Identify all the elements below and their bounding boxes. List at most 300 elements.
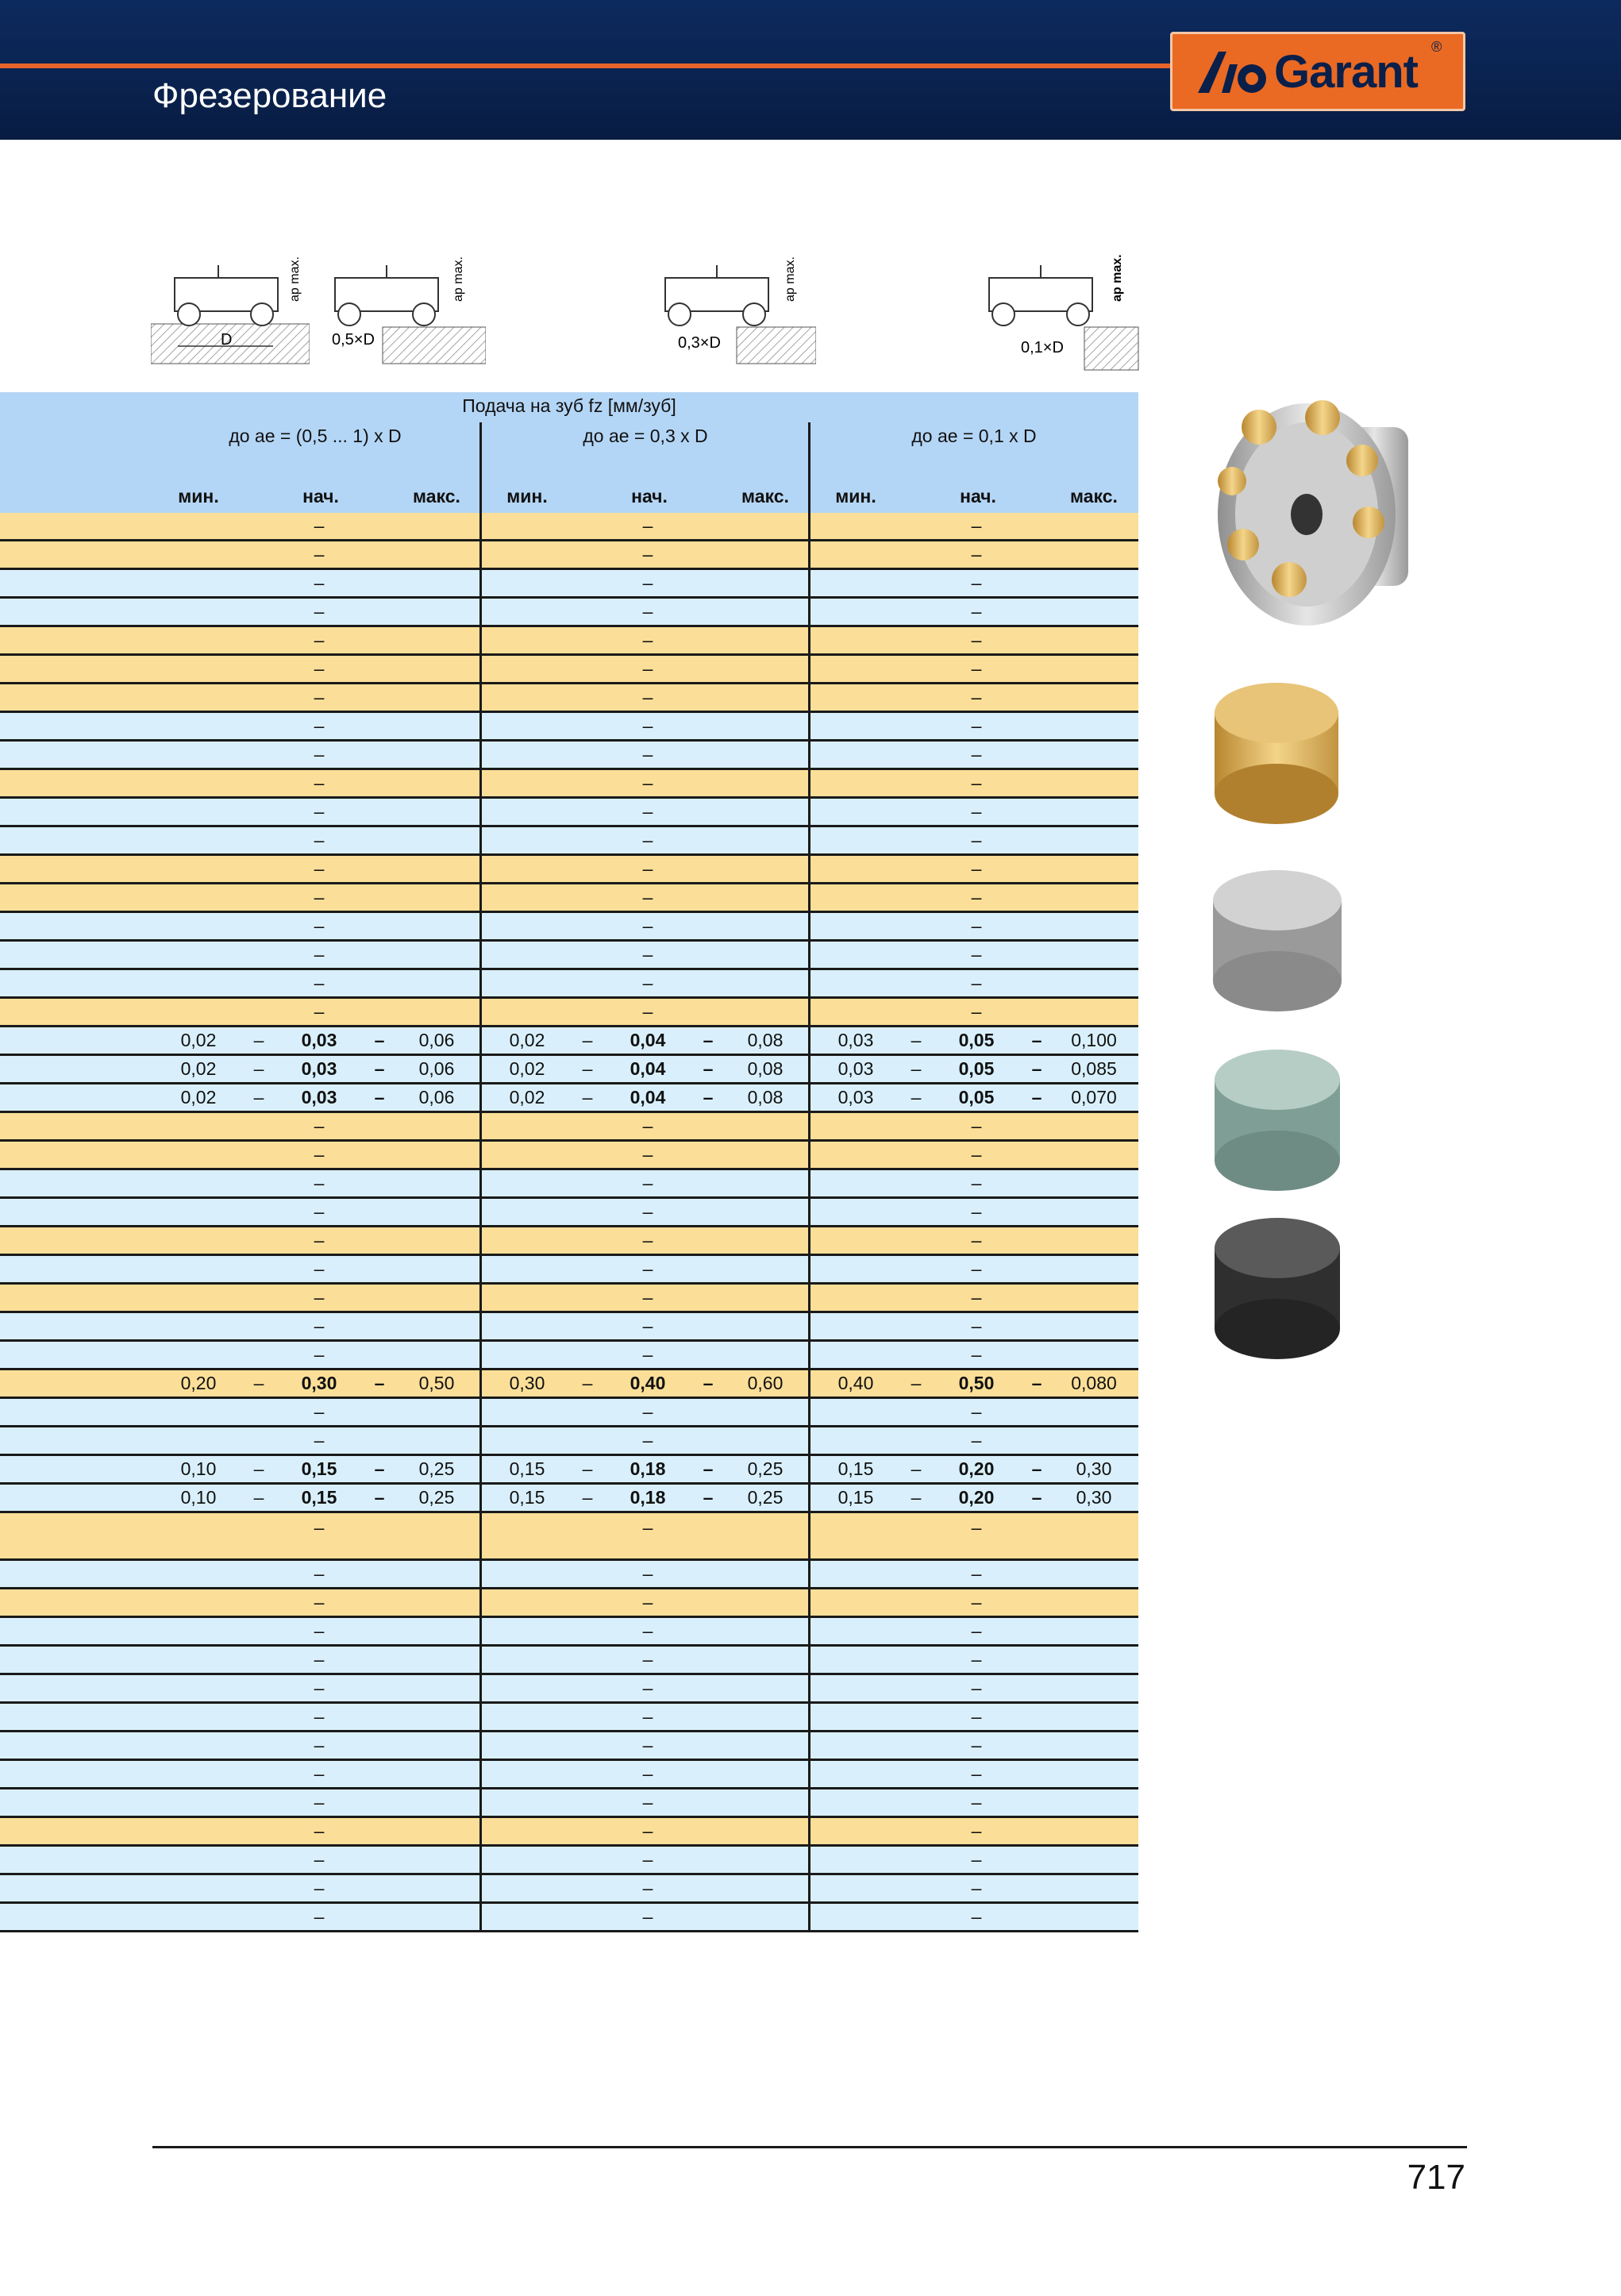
empty-value-dash: – [971, 1401, 982, 1422]
empty-value-dash: – [642, 1678, 653, 1698]
insert-dark-coated-image [1211, 1215, 1343, 1362]
empty-value-dash: – [971, 1287, 982, 1308]
table-row [0, 799, 1138, 827]
group-header-1: до ae = (0,5 ... 1) x D [229, 426, 402, 446]
max-value: 0,30 [1076, 1487, 1112, 1508]
table-row [0, 513, 1138, 541]
max-value: 0,25 [418, 1458, 455, 1479]
svg-text:D: D [221, 331, 233, 349]
start-value: 0,20 [958, 1487, 995, 1508]
logo-text: Garant [1274, 46, 1418, 98]
empty-value-dash: – [314, 572, 325, 593]
table-row [0, 1618, 1138, 1647]
empty-value-dash: – [642, 1906, 653, 1927]
empty-value-dash: – [971, 658, 982, 679]
empty-value-dash: – [314, 944, 325, 965]
empty-value-dash: – [642, 572, 653, 593]
max-value: 0,06 [418, 1087, 455, 1108]
table-row [0, 856, 1138, 884]
table-row [0, 1399, 1138, 1427]
table-row [0, 742, 1138, 770]
empty-value-dash: – [971, 1678, 982, 1698]
empty-value-dash: – [971, 687, 982, 707]
max-value: 0,08 [747, 1087, 784, 1108]
table-row [0, 627, 1138, 656]
empty-value-dash: – [642, 1316, 653, 1336]
empty-value-dash: – [971, 944, 982, 965]
empty-value-dash: – [971, 1906, 982, 1927]
empty-value-dash: – [971, 1144, 982, 1165]
table-row [0, 770, 1138, 799]
range-dash: – [253, 1373, 264, 1393]
empty-value-dash: – [314, 1878, 325, 1898]
empty-value-dash: – [642, 630, 653, 650]
table-row [0, 599, 1138, 627]
range-dash: – [911, 1087, 922, 1108]
empty-value-dash: – [642, 1230, 653, 1250]
start-value: 0,20 [958, 1458, 995, 1479]
table-row [0, 999, 1138, 1027]
empty-value-dash: – [642, 1878, 653, 1898]
max-value: 0,06 [418, 1030, 455, 1050]
range-dash: – [374, 1373, 385, 1393]
svg-text:ap max.: ap max. [452, 256, 465, 302]
empty-value-dash: – [314, 1563, 325, 1584]
empty-value-dash: – [971, 1620, 982, 1641]
svg-text:0,5×D: 0,5×D [332, 331, 375, 349]
logo-registered-mark: ® [1431, 39, 1442, 55]
range-dash: – [582, 1458, 593, 1479]
milling-diagram-full-width [151, 238, 310, 365]
start-value: 0,04 [630, 1030, 666, 1050]
min-value: 0,02 [509, 1030, 545, 1050]
page-number: 717 [1407, 2158, 1465, 2197]
empty-value-dash: – [314, 658, 325, 679]
empty-value-dash: – [314, 1820, 325, 1841]
table-row [0, 1589, 1138, 1618]
table-row [0, 970, 1138, 999]
range-dash: – [703, 1030, 714, 1050]
table-row [0, 1647, 1138, 1675]
empty-value-dash: – [642, 973, 653, 993]
empty-value-dash: – [971, 1430, 982, 1450]
range-dash: – [703, 1087, 714, 1108]
subheader-max: макс. [413, 486, 460, 507]
empty-value-dash: – [314, 515, 325, 536]
svg-text:ap max.: ap max. [784, 256, 797, 302]
subheader-start: нач. [631, 486, 668, 507]
empty-value-dash: – [314, 1430, 325, 1450]
start-value: 0,03 [301, 1087, 337, 1108]
empty-value-dash: – [971, 630, 982, 650]
table-row [0, 1170, 1138, 1199]
empty-value-dash: – [642, 687, 653, 707]
svg-text:0,1×D: 0,1×D [1021, 339, 1064, 356]
max-value: 0,100 [1071, 1030, 1117, 1050]
empty-value-dash: – [314, 1230, 325, 1250]
min-value: 0,02 [180, 1030, 217, 1050]
table-row [0, 541, 1138, 570]
empty-value-dash: – [314, 1001, 325, 1022]
range-dash: – [582, 1058, 593, 1079]
empty-value-dash: – [971, 915, 982, 936]
range-dash: – [582, 1030, 593, 1050]
svg-text:0,3×D: 0,3×D [678, 334, 721, 352]
milling-diagram-half-width [327, 238, 486, 365]
column-separator [479, 422, 482, 1932]
empty-value-dash: – [971, 515, 982, 536]
table-row [0, 1313, 1138, 1342]
empty-value-dash: – [971, 1001, 982, 1022]
empty-value-dash: – [971, 973, 982, 993]
table-row [0, 656, 1138, 684]
garant-emblem-icon [1195, 48, 1271, 96]
empty-value-dash: – [971, 744, 982, 765]
min-value: 0,03 [837, 1058, 874, 1079]
range-dash: – [374, 1087, 385, 1108]
insert-gold-coated-image [1211, 680, 1342, 827]
table-row [0, 1342, 1138, 1370]
empty-value-dash: – [314, 1115, 325, 1136]
empty-value-dash: – [971, 1792, 982, 1813]
empty-value-dash: – [642, 801, 653, 822]
table-row [0, 1761, 1138, 1789]
max-value: 0,08 [747, 1030, 784, 1050]
empty-value-dash: – [642, 515, 653, 536]
range-dash: – [911, 1030, 922, 1050]
max-value: 0,60 [747, 1373, 784, 1393]
start-value: 0,30 [301, 1373, 337, 1393]
range-dash: – [374, 1058, 385, 1079]
min-value: 0,10 [180, 1458, 217, 1479]
start-value: 0,15 [301, 1487, 337, 1508]
range-dash: – [1031, 1087, 1042, 1108]
range-dash: – [253, 1487, 264, 1508]
range-dash: – [582, 1487, 593, 1508]
empty-value-dash: – [971, 1706, 982, 1727]
empty-value-dash: – [314, 1144, 325, 1165]
min-value: 0,10 [180, 1487, 217, 1508]
empty-value-dash: – [642, 544, 653, 564]
range-dash: – [703, 1058, 714, 1079]
start-value: 0,18 [630, 1487, 666, 1508]
empty-value-dash: – [642, 1735, 653, 1755]
range-dash: – [374, 1030, 385, 1050]
empty-value-dash: – [314, 1344, 325, 1365]
table-row [0, 1513, 1138, 1561]
min-value: 0,20 [180, 1373, 217, 1393]
empty-value-dash: – [642, 1344, 653, 1365]
min-value: 0,15 [837, 1458, 874, 1479]
subheader-max: макс. [741, 486, 789, 507]
start-value: 0,03 [301, 1030, 337, 1050]
empty-value-dash: – [314, 1592, 325, 1612]
empty-value-dash: – [971, 801, 982, 822]
table-row [0, 913, 1138, 942]
empty-value-dash: – [642, 715, 653, 736]
table-row [0, 1789, 1138, 1818]
empty-value-dash: – [642, 915, 653, 936]
subheader-min: мин. [506, 486, 548, 507]
empty-value-dash: – [642, 1706, 653, 1727]
table-row [0, 1370, 1138, 1399]
max-value: 0,25 [418, 1487, 455, 1508]
table-row [0, 884, 1138, 913]
milling-diagram-third-width [657, 238, 816, 365]
empty-value-dash: – [642, 1401, 653, 1422]
milling-diagram-tenth-width [981, 238, 1140, 373]
empty-value-dash: – [314, 1173, 325, 1193]
max-value: 0,30 [1076, 1458, 1112, 1479]
table-row [0, 1084, 1138, 1113]
max-value: 0,25 [747, 1458, 784, 1479]
table-row [0, 1027, 1138, 1056]
table-row [0, 684, 1138, 713]
start-value: 0,03 [301, 1058, 337, 1079]
empty-value-dash: – [971, 1258, 982, 1279]
range-dash: – [911, 1487, 922, 1508]
empty-value-dash: – [971, 1344, 982, 1365]
empty-value-dash: – [642, 1173, 653, 1193]
range-dash: – [703, 1487, 714, 1508]
empty-value-dash: – [971, 1592, 982, 1612]
subheader-start: нач. [960, 486, 996, 507]
empty-value-dash: – [642, 1115, 653, 1136]
table-row [0, 1675, 1138, 1704]
range-dash: – [911, 1373, 922, 1393]
empty-value-dash: – [314, 1287, 325, 1308]
subheader-max: макс. [1070, 486, 1118, 507]
start-value: 0,18 [630, 1458, 666, 1479]
empty-value-dash: – [971, 830, 982, 850]
empty-value-dash: – [314, 1258, 325, 1279]
range-dash: – [253, 1030, 264, 1050]
empty-value-dash: – [642, 1763, 653, 1784]
min-value: 0,02 [180, 1087, 217, 1108]
start-value: 0,04 [630, 1058, 666, 1079]
empty-value-dash: – [314, 687, 325, 707]
empty-value-dash: – [314, 915, 325, 936]
empty-value-dash: – [314, 1201, 325, 1222]
empty-value-dash: – [314, 715, 325, 736]
empty-value-dash: – [642, 601, 653, 622]
range-dash: – [703, 1373, 714, 1393]
range-dash: – [253, 1458, 264, 1479]
min-value: 0,30 [509, 1373, 545, 1393]
start-value: 0,15 [301, 1458, 337, 1479]
empty-value-dash: – [314, 1906, 325, 1927]
range-dash: – [582, 1087, 593, 1108]
empty-value-dash: – [314, 973, 325, 993]
empty-value-dash: – [314, 830, 325, 850]
table-title: Подача на зуб fz [мм/зуб] [462, 395, 676, 416]
table-row [0, 1485, 1138, 1513]
min-value: 0,02 [509, 1058, 545, 1079]
start-value: 0,05 [958, 1030, 995, 1050]
empty-value-dash: – [642, 1563, 653, 1584]
table-row [0, 1199, 1138, 1227]
max-value: 0,25 [747, 1487, 784, 1508]
range-dash: – [582, 1373, 593, 1393]
start-value: 0,50 [958, 1373, 995, 1393]
subheader-min: мин. [178, 486, 219, 507]
empty-value-dash: – [314, 1678, 325, 1698]
table-row [0, 827, 1138, 856]
empty-value-dash: – [642, 1201, 653, 1222]
start-value: 0,05 [958, 1087, 995, 1108]
empty-value-dash: – [314, 1706, 325, 1727]
min-value: 0,03 [837, 1030, 874, 1050]
empty-value-dash: – [314, 1649, 325, 1670]
range-dash: – [374, 1487, 385, 1508]
range-dash: – [1031, 1030, 1042, 1050]
empty-value-dash: – [642, 744, 653, 765]
table-row [0, 1904, 1138, 1932]
face-mill-cutter-image [1213, 395, 1427, 634]
range-dash: – [1031, 1058, 1042, 1079]
table-row [0, 1847, 1138, 1875]
empty-value-dash: – [642, 1258, 653, 1279]
table-row [0, 1113, 1138, 1142]
range-dash: – [1031, 1458, 1042, 1479]
empty-value-dash: – [971, 1849, 982, 1870]
empty-value-dash: – [642, 772, 653, 793]
table-row [0, 1227, 1138, 1256]
page-title: Фрезерование [152, 76, 387, 115]
empty-value-dash: – [314, 1620, 325, 1641]
empty-value-dash: – [642, 1592, 653, 1612]
range-dash: – [911, 1458, 922, 1479]
insert-green-coated-image [1211, 1046, 1343, 1194]
empty-value-dash: – [314, 1401, 325, 1422]
table-row [0, 1704, 1138, 1732]
empty-value-dash: – [971, 1649, 982, 1670]
empty-value-dash: – [642, 944, 653, 965]
svg-text:ap max.: ap max. [1111, 254, 1124, 302]
table-row [0, 1256, 1138, 1285]
empty-value-dash: – [971, 1173, 982, 1193]
subheader-min: мин. [835, 486, 876, 507]
max-value: 0,085 [1071, 1058, 1117, 1079]
range-dash: – [703, 1458, 714, 1479]
empty-value-dash: – [642, 830, 653, 850]
empty-value-dash: – [642, 1620, 653, 1641]
table-row [0, 1456, 1138, 1485]
range-dash: – [374, 1458, 385, 1479]
empty-value-dash: – [971, 1316, 982, 1336]
garant-logo [1170, 32, 1465, 111]
feed-table-header [0, 392, 1138, 513]
empty-value-dash: – [314, 1735, 325, 1755]
table-row [0, 1285, 1138, 1313]
min-value: 0,15 [509, 1487, 545, 1508]
empty-value-dash: – [314, 744, 325, 765]
table-row [0, 1427, 1138, 1456]
table-row [0, 1561, 1138, 1589]
empty-value-dash: – [971, 858, 982, 879]
table-row [0, 1732, 1138, 1761]
max-value: 0,08 [747, 1058, 784, 1079]
min-value: 0,03 [837, 1087, 874, 1108]
empty-value-dash: – [314, 772, 325, 793]
empty-value-dash: – [314, 887, 325, 907]
max-value: 0,080 [1071, 1373, 1117, 1393]
empty-value-dash: – [642, 1849, 653, 1870]
empty-value-dash: – [971, 544, 982, 564]
subheader-start: нач. [302, 486, 339, 507]
start-value: 0,04 [630, 1087, 666, 1108]
empty-value-dash: – [642, 1649, 653, 1670]
range-dash: – [253, 1058, 264, 1079]
start-value: 0,40 [630, 1373, 666, 1393]
empty-value-dash: – [971, 887, 982, 907]
min-value: 0,40 [837, 1373, 874, 1393]
empty-value-dash: – [314, 544, 325, 564]
empty-value-dash: – [971, 572, 982, 593]
empty-value-dash: – [642, 887, 653, 907]
table-row [0, 713, 1138, 742]
start-value: 0,05 [958, 1058, 995, 1079]
empty-value-dash: – [971, 1763, 982, 1784]
empty-value-dash: – [642, 1287, 653, 1308]
page-header [0, 0, 1621, 140]
empty-value-dash: – [971, 1201, 982, 1222]
empty-value-dash: – [642, 1517, 653, 1538]
empty-value-dash: – [971, 772, 982, 793]
max-value: 0,070 [1071, 1087, 1117, 1108]
min-value: 0,15 [509, 1458, 545, 1479]
empty-value-dash: – [314, 1849, 325, 1870]
empty-value-dash: – [642, 1430, 653, 1450]
empty-value-dash: – [314, 801, 325, 822]
empty-value-dash: – [971, 1563, 982, 1584]
empty-value-dash: – [314, 1316, 325, 1336]
min-value: 0,02 [509, 1087, 545, 1108]
empty-value-dash: – [314, 1517, 325, 1538]
range-dash: – [1031, 1373, 1042, 1393]
group-header-3: до ae = 0,1 x D [911, 426, 1037, 446]
empty-value-dash: – [642, 1001, 653, 1022]
column-separator [808, 422, 810, 1932]
empty-value-dash: – [971, 1735, 982, 1755]
empty-value-dash: – [642, 1820, 653, 1841]
empty-value-dash: – [971, 601, 982, 622]
empty-value-dash: – [642, 1144, 653, 1165]
empty-value-dash: – [314, 630, 325, 650]
table-row [0, 942, 1138, 970]
table-row [0, 1142, 1138, 1170]
empty-value-dash: – [314, 1763, 325, 1784]
empty-value-dash: – [971, 1517, 982, 1538]
empty-value-dash: – [642, 1792, 653, 1813]
min-value: 0,15 [837, 1487, 874, 1508]
group-header-2: до ae = 0,3 x D [583, 426, 708, 446]
empty-value-dash: – [314, 601, 325, 622]
empty-value-dash: – [971, 1878, 982, 1898]
max-value: 0,50 [418, 1373, 455, 1393]
empty-value-dash: – [971, 715, 982, 736]
empty-value-dash: – [642, 658, 653, 679]
empty-value-dash: – [314, 858, 325, 879]
header-accent-line [0, 64, 1175, 68]
table-row [0, 1875, 1138, 1904]
range-dash: – [1031, 1487, 1042, 1508]
empty-value-dash: – [971, 1230, 982, 1250]
insert-uncoated-image [1210, 867, 1345, 1015]
min-value: 0,02 [180, 1058, 217, 1079]
empty-value-dash: – [971, 1115, 982, 1136]
table-row [0, 570, 1138, 599]
